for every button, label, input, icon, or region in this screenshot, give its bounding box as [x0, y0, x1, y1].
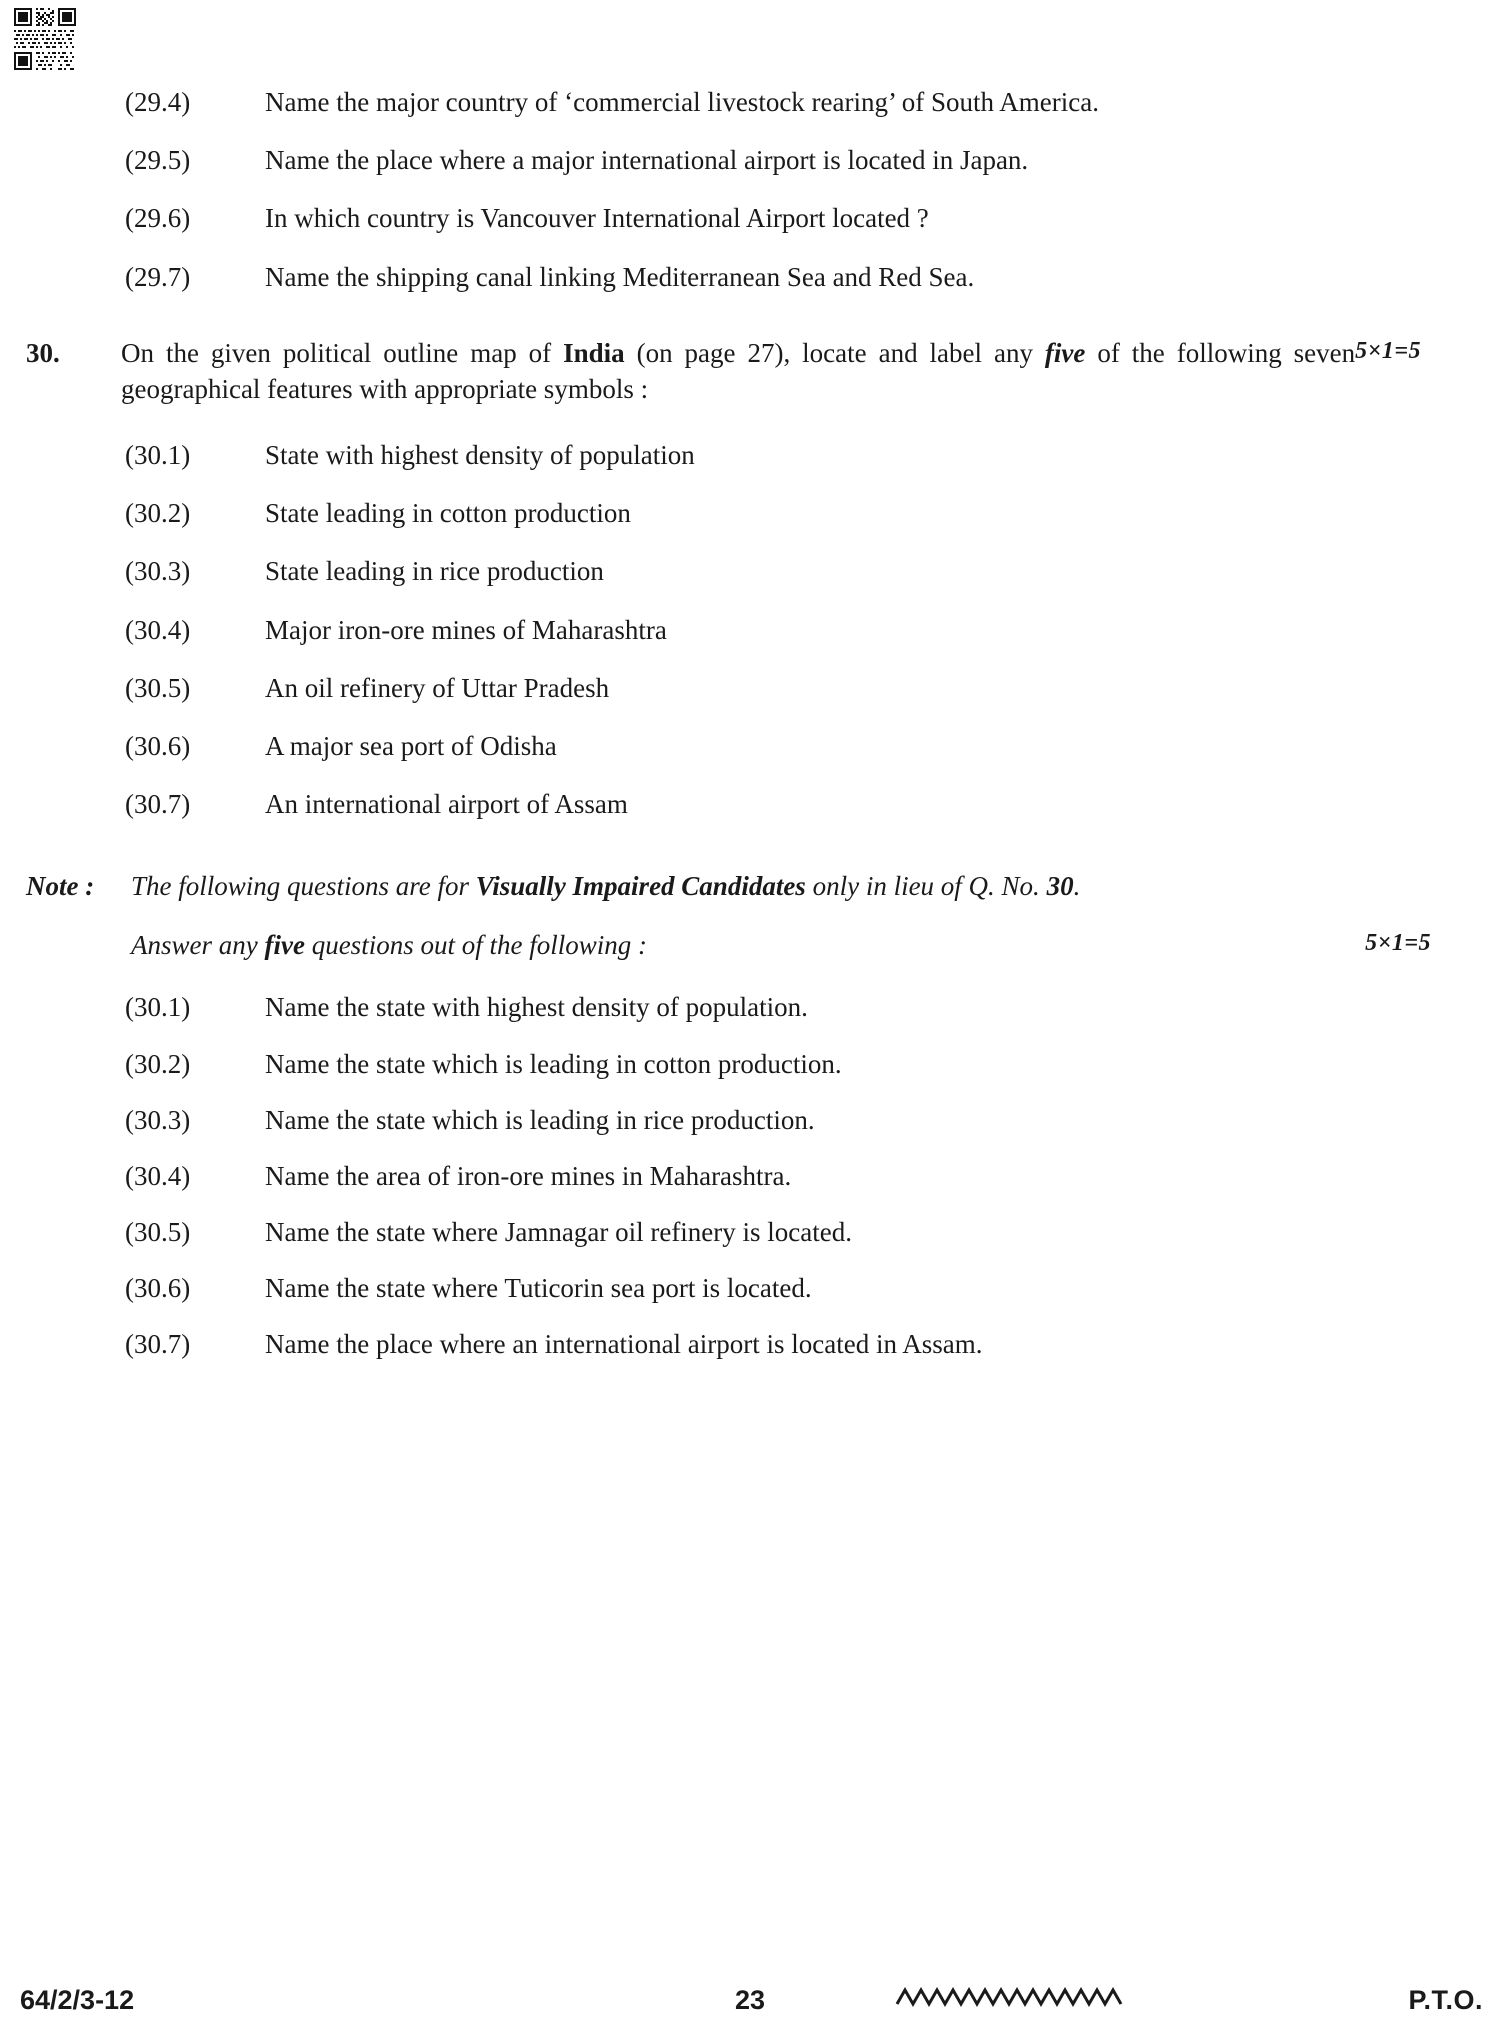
question-number: (30.4)	[125, 614, 191, 645]
question-number: (29.4)	[125, 87, 191, 117]
note-bold-phrase: Visually Impaired Candidates	[475, 871, 806, 902]
question-text	[121, 335, 1449, 407]
question-number: (29.5)	[125, 145, 191, 176]
question-text: An international airport of Assam	[265, 789, 628, 820]
question-number: (30.7)	[125, 789, 191, 820]
note-text	[131, 868, 1459, 904]
question-text: Major iron-ore mines of Maharashtra	[265, 614, 667, 645]
squiggle-divider-icon	[895, 1986, 1125, 2008]
question-item	[0, 200, 1505, 236]
question-30	[0, 335, 1505, 407]
question-text: A major sea port of Odisha	[265, 730, 557, 761]
q30-text-part2: (on page 27), locate and label any	[624, 337, 1045, 368]
question-item	[0, 989, 1505, 1025]
question-item	[0, 495, 1505, 531]
q30-italic-five: five	[1044, 337, 1086, 368]
note-text-part1: The following questions are for	[131, 871, 476, 902]
marks-label: 5×1=5	[1365, 930, 1431, 957]
question-text: Name the shipping canal linking Mediterranean Sea and Red Sea.	[265, 261, 975, 292]
question-text: In which country is Vancouver International Airport located ?	[265, 203, 929, 234]
question-text: Name the state where Jamnagar oil refinery is located.	[265, 1217, 852, 1248]
question-text: Name the state where Tuticorin sea port is located.	[265, 1273, 812, 1304]
question-item	[0, 786, 1505, 822]
question-number: (30.1)	[125, 440, 191, 471]
question-text: Name the area of iron-ore mines in Maharashtra.	[265, 1160, 792, 1191]
question-number: (30.2)	[125, 498, 191, 529]
question-text: State leading in rice production	[265, 556, 604, 587]
note-block	[0, 868, 1505, 904]
question-number: (30.3)	[125, 556, 191, 587]
q30-text-part1: On the given political outline map of	[121, 337, 564, 368]
question-number: (30.1)	[125, 992, 191, 1023]
question-text: Name the major country of ‘commercial livestock rearing’ of South America.	[265, 87, 1099, 117]
answer-bold-five: five	[264, 930, 305, 961]
note-text-part2: only in lieu of Q. No.	[805, 871, 1047, 902]
question-number: (30.5)	[125, 672, 191, 703]
question-item	[0, 1158, 1505, 1194]
question-item	[0, 1326, 1505, 1362]
note-text-part3: .	[1073, 871, 1081, 902]
question-item	[0, 1270, 1505, 1306]
question-item	[0, 1102, 1505, 1138]
question-number: (29.7)	[125, 261, 191, 292]
question-text: Name the state which is leading in rice production.	[265, 1104, 815, 1135]
question-number: (30.6)	[125, 1273, 191, 1304]
answer-part1: Answer any	[131, 930, 265, 961]
question-item	[0, 142, 1505, 178]
question-item	[0, 1046, 1505, 1082]
question-text: An oil refinery of Uttar Pradesh	[265, 672, 610, 703]
question-text: Name the state with highest density of population.	[265, 992, 808, 1023]
page-number: 23	[735, 1985, 766, 2015]
question-number: (30.7)	[125, 1329, 191, 1360]
question-number: (30.5)	[125, 1217, 191, 1248]
answer-instruction	[131, 930, 1459, 961]
question-text: Name the place where an international airport is located in Assam.	[265, 1329, 983, 1360]
question-item	[0, 670, 1505, 706]
question-item	[0, 437, 1505, 473]
question-number: (30.6)	[125, 730, 191, 761]
q30-bold-india: India	[563, 337, 625, 368]
question-item	[0, 259, 1505, 295]
question-text: State leading in cotton production	[265, 498, 631, 529]
pto-label: P.T.O.	[1408, 1985, 1483, 2015]
note-label: Note :	[26, 871, 95, 902]
question-text: Name the state which is leading in cotton production.	[265, 1048, 842, 1079]
question-item	[0, 553, 1505, 589]
question-number: 30.	[26, 337, 60, 368]
answer-part2: questions out of the following :	[304, 930, 647, 961]
question-text: Name the place where a major international airport is located in Japan.	[265, 145, 1029, 176]
question-number: (29.6)	[125, 203, 191, 234]
question-number: (30.3)	[125, 1104, 191, 1135]
question-item	[0, 84, 1505, 120]
marks-label: 5×1=5	[1355, 337, 1421, 364]
question-number: (30.2)	[125, 1048, 191, 1079]
page-footer	[0, 1980, 1505, 2020]
question-text: State with highest density of population	[265, 440, 695, 471]
question-item	[0, 612, 1505, 648]
question-number: (30.4)	[125, 1160, 191, 1191]
question-item	[0, 728, 1505, 764]
question-item	[0, 1214, 1505, 1250]
paper-code: 64/2/3-12	[20, 1985, 135, 2015]
q30-text-part3: of the following seven geographical features with appropriate symbols :	[121, 337, 1356, 404]
note-bold-q: 30	[1046, 871, 1074, 902]
